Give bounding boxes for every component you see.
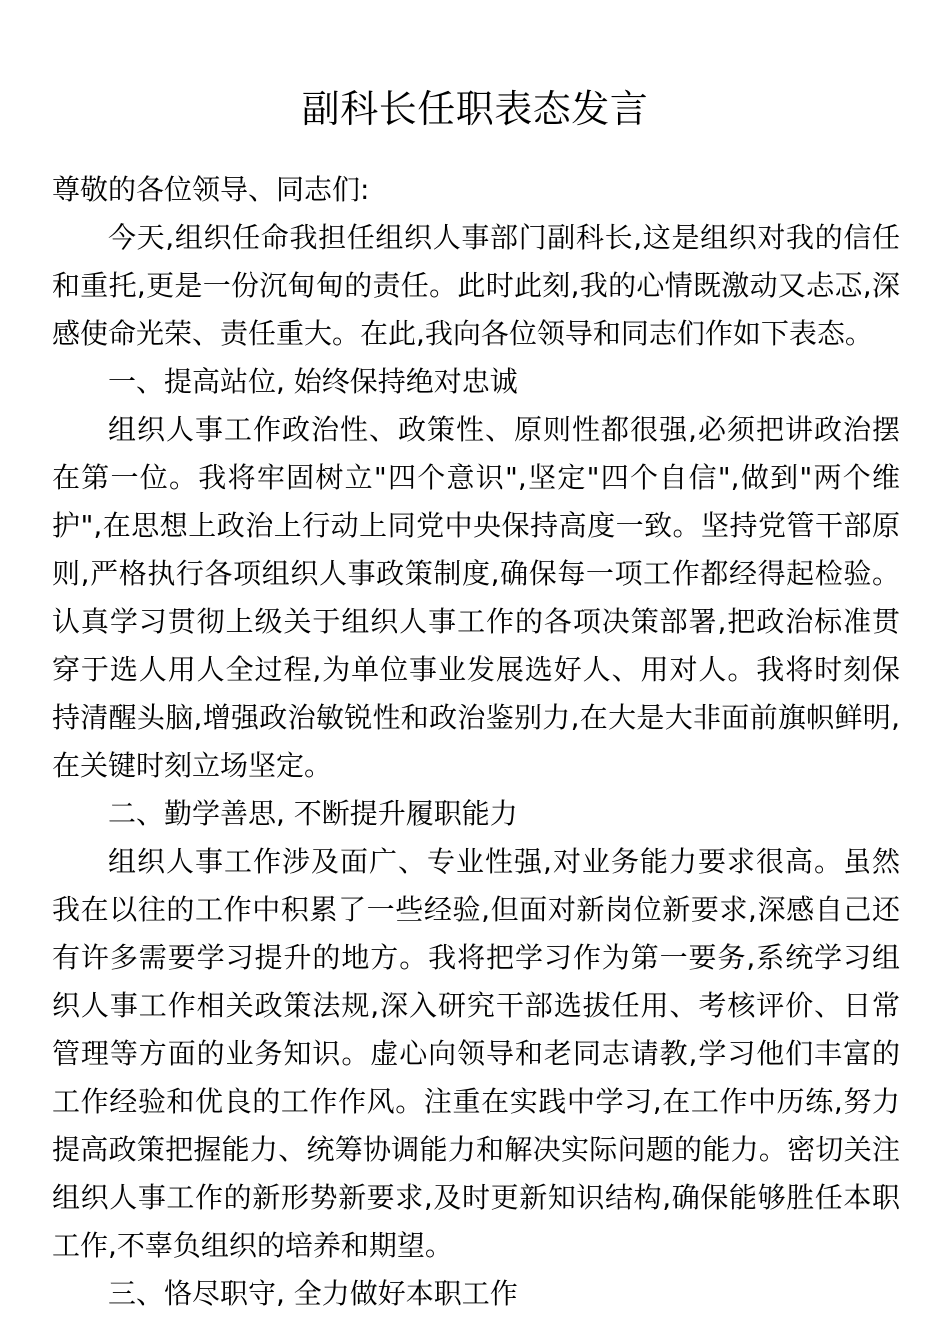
section-heading-2: 二、勤学善思, 不断提升履职能力: [108, 797, 518, 830]
section-heading-1: 一、提高站位, 始终保持绝对忠诚: [108, 365, 518, 398]
opening-paragraph: 今天,组织任命我担任组织人事部门副科长,这是组织对我的信任和重托,更是一份沉甸甸的责任。此时此刻,我的心情既激动又忐忑,深感使命光荣、责任重大。在此,我向各位领导和同志们作如下表态。: [52, 221, 900, 350]
salutation-line: 尊敬的各位领导、同志们:: [52, 173, 370, 206]
section-body-2: 组织人事工作涉及面广、专业性强,对业务能力要求很高。虽然我在以往的工作中积累了一些经验,但面对新岗位新要求,深感自己还有许多需要学习提升的地方。我将把学习作为第一要务,系统学习组织人事工作相关政策法规,深入研究干部选拔任用、考核评价、日常管理等方面的业务知识。虚心向领导和老同志请教,学习他们丰富的工作经验和优良的工作作风。注重在实践中学习,在工作中历练,努力提高政策把握能力、统筹协调能力和解决实际问题的能力。密切关注组织人事工作的新形势新要求,及时更新知识结构,确保能够胜任本职工作,不辜负组织的培养和期望。: [52, 845, 900, 1262]
section-body-1: 组织人事工作政治性、政策性、原则性都很强,必须把讲政治摆在第一位。我将牢固树立"四个意识",坚定"四个自信",做到"两个维护",在思想上政治上行动上同党中央保持高度一致。坚持党管干部原则,严格执行各项组织人事政策制度,确保每一项工作都经得起检验。认真学习贯彻上级关于组织人事工作的各项决策部署,把政治标准贯穿于选人用人全过程,为单位事业发展选好人、用对人。我将时刻保持清醒头脑,增强政治敏锐性和政治鉴别力,在大是大非面前旗帜鲜明,在关键时刻立场坚定。: [52, 413, 900, 782]
section-heading-3: 三、恪尽职守, 全力做好本职工作: [108, 1277, 518, 1310]
document-body: [52, 166, 900, 1318]
page-title: 副科长任职表态发言: [301, 87, 649, 132]
